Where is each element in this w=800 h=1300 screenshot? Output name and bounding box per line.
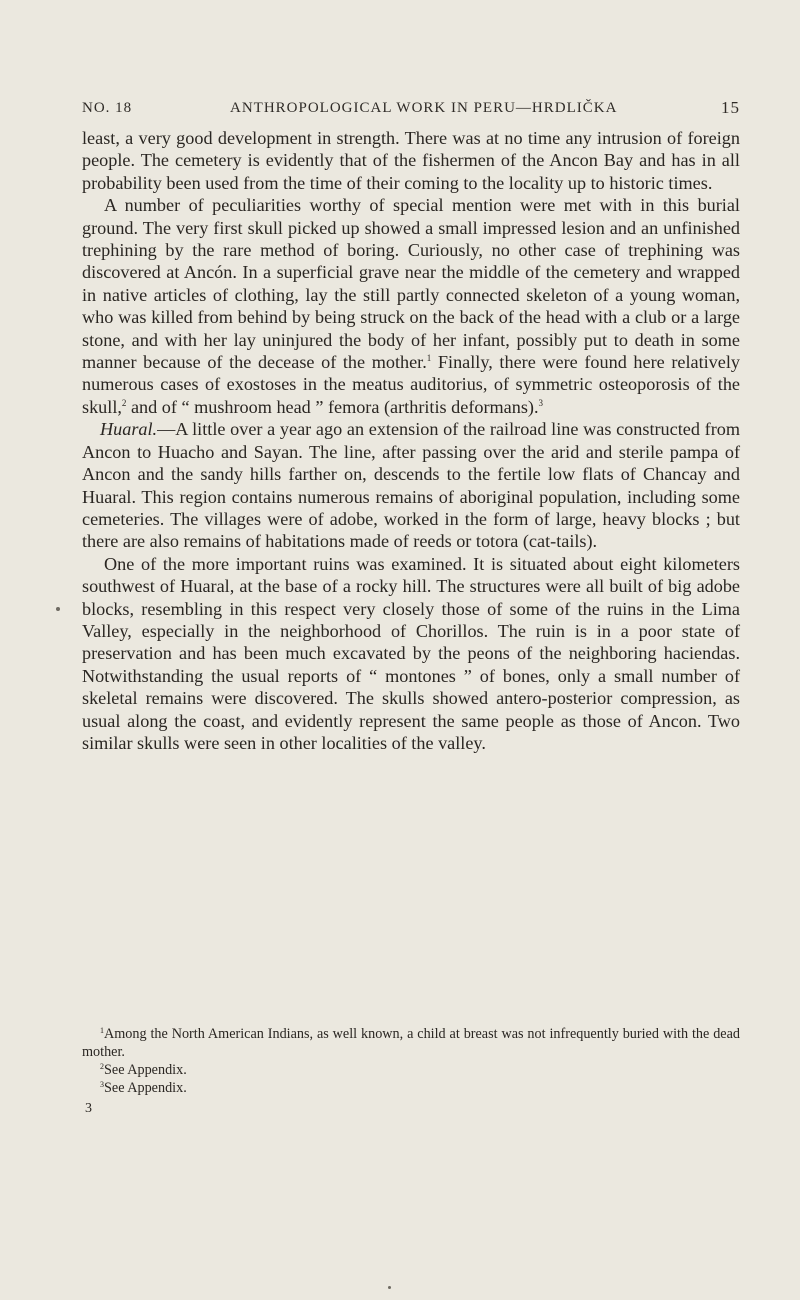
running-title: ANTHROPOLOGICAL WORK IN PERU—HRDLIČKA [230, 100, 618, 116]
footnote-mark-1: 1 [100, 1026, 104, 1035]
paragraph-peculiarities [82, 194, 740, 418]
footnote-ref-1[interactable]: 1 [426, 353, 432, 364]
paragraph-cemetery-conclusion: least, a very good development in strength. There was at no time any intrusion of foreign people. The cemetery is evidently that of the fishermen of the Ancon Bay and has in all probability been used from the time of their coming to the locality up to historic times. [82, 128, 740, 193]
footnote-mark-2: 2 [100, 1062, 104, 1071]
footnote-ref-2[interactable]: 2 [121, 397, 127, 408]
paragraph-peculiarities-text-b: Finally, there were found here relatively numerous cases of exostoses in the meatus auditorius, of symmetric osteoporosis of the skull, [82, 352, 740, 417]
paragraph-peculiarities-text-a: A number of peculiarities worthy of special mention were met with in this burial ground. The very first skull picked up showed a small impressed lesion and an unfinished trephining by the rare method of boring. Curiously, no other case of trephining was discovered at Ancón. In a superficial grave near the middle of the cemetery and wrapped in native articles of clothing, lay the still partly connected skeleton of a young woman, who was killed from behind by being struck on the back of the head with a club or a large stone, and with her lay uninjured the body of her infant, possibly put to death in some manner because of the decease of the mother. [82, 195, 740, 373]
footnotes [82, 1025, 740, 1097]
running-head [82, 100, 740, 122]
footnote-2 [82, 1061, 740, 1079]
footnote-3 [82, 1079, 740, 1097]
bottom-speck [388, 1286, 391, 1289]
footnote-ref-3[interactable]: 3 [538, 397, 544, 408]
section-heading-huaral: Huaral. [100, 419, 158, 440]
footnote-mark-3: 3 [100, 1080, 104, 1089]
page-number: 15 [721, 98, 740, 117]
margin-speck [56, 607, 60, 611]
footnote-text-1: Among the North American Indians, as well known, a child at breast was not infrequently buried with the dead mother. [82, 1026, 740, 1060]
body-text [82, 127, 740, 754]
paragraph-ruins: One of the more important ruins was examined. It is situated about eight kilometers southwest of Huaral, at the base of a rocky hill. The structures were all built of big adobe blocks, resembling in this respect very closely those of some of the ruins in the Lima Valley, especially in the neighborhood of Chorillos. The ruin is in a poor state of preservation and has been much excavated by the peons of the neighboring haciendas. Notwithstanding the usual reports of “ montones ” of bones, only a small number of skeletal remains were discovered. The skulls showed antero-posterior compression, as usual along the coast, and evidently represent the same people as those of Ancon. Two similar skulls were seen in other localities of the valley. [82, 553, 740, 753]
paragraph-huaral [82, 418, 740, 552]
footnote-1 [82, 1025, 740, 1061]
volume-number: NO. 18 [82, 100, 133, 116]
paragraph-huaral-text: —A little over a year ago an extension of the railroad line was constructed from Ancon to Huacho and Sayan. The line, after passing over the arid and sterile pampa of Ancon and the sandy hills farther on, descends to the fertile low flats of Chancay and Huaral. This region contains numerous remains of aboriginal population, including some cemeteries. The villages were of adobe, worked in the form of large, heavy blocks ; but there are also remains of habitations made of reeds or totora (cat-tails). [82, 419, 740, 552]
signature-mark: 3 [85, 1101, 92, 1116]
footnote-text-2: See Appendix. [104, 1062, 187, 1078]
footnote-text-3: See Appendix. [104, 1080, 187, 1096]
paragraph-peculiarities-text-c: and of “ mushroom head ” femora (arthritis deformans). [126, 396, 539, 417]
